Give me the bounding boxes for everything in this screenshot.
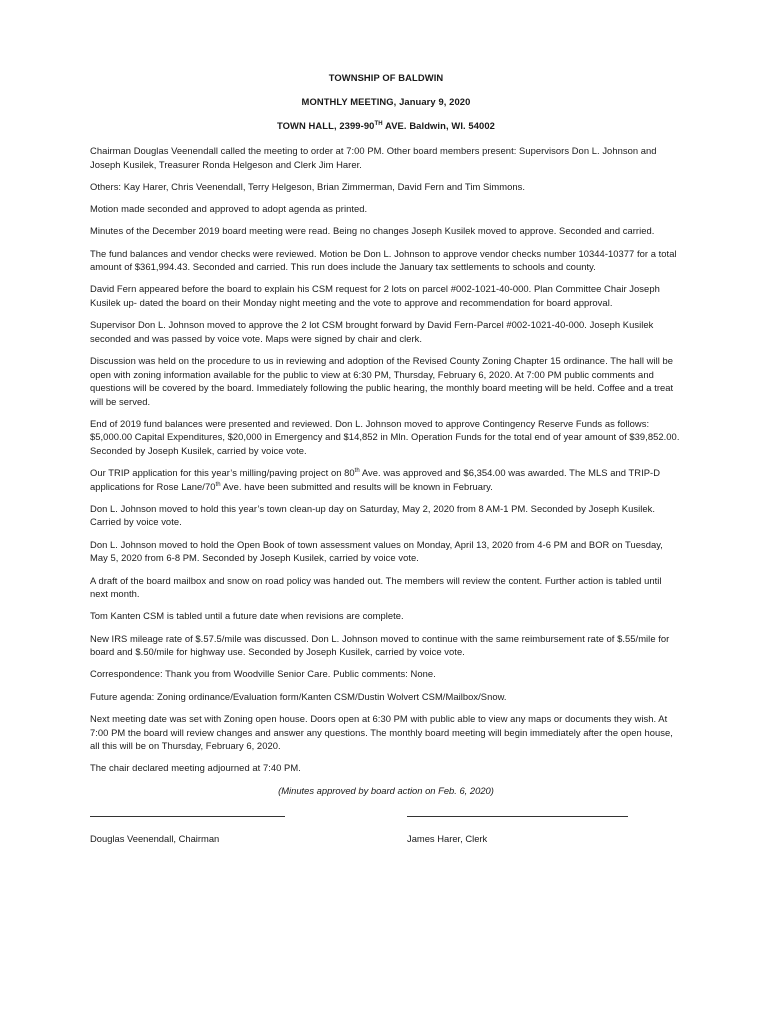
- paragraph-mileage-rate: New IRS mileage rate of $.57.5/mile was discussed. Don L. Johnson moved to continue with the same reimbursement rate of $.55/mile for board and $.50/mile for highway use. Seconded by Joseph Kusilek, carried by voice vote.: [90, 632, 670, 658]
- paragraph-zoning-discussion: Discussion was held on the procedure to us in reviewing and adoption of the Revised County Zoning Chapter 15 ordinance. The hall will be open with zoning information available for the public to view at 6:30 PM, Thursday, February 6, 2020. At 7:00 PM public comments and questions will be covered by the board. Immediately following the public hearing, the monthly board meeting will be held. Coffee and a treat will be served.: [90, 355, 674, 407]
- paragraph-mailbox-policy: A draft of the board mailbox and snow on road policy was handed out. The members will review the content. Further action is tabled until next month.: [90, 574, 662, 600]
- signature-block: [90, 807, 682, 847]
- paragraph-correspondence: Correspondence: Thank you from Woodville Senior Care. Public comments: None.: [90, 668, 436, 680]
- paragraph-call-to-order: Chairman Douglas Veenendall called the meeting to order at 7:00 PM. Other board members present: Supervisors Don L. Johnson and Joseph Kusilek, Treasurer Ronda Helgeson and Clerk Jim Harer.: [90, 145, 657, 170]
- paragraph-fund-balances: The fund balances and vendor checks were reviewed. Motion be Don L. Johnson to approve vendor checks number 10344-10377 for a total amount of $361,994.43. Seconded and carried. This run does include the January tax settlements to schools and county.: [90, 247, 677, 273]
- paragraph-adjourned: The chair declared meeting adjourned at 7:40 PM.: [90, 762, 301, 774]
- paragraph-csm-approval: Supervisor Don L. Johnson moved to approve the 2 lot CSM brought forward by David Fern-Parcel #002-1021-40-000. Joseph Kusilek seconded and was passed by voice vote. Maps were signed by chair and clerk.: [90, 319, 654, 344]
- approval-note: (Minutes approved by board action on Feb. 6, 2020): [278, 784, 494, 796]
- chairman-name: Douglas Veenendall, Chairman: [90, 832, 220, 844]
- paragraph-next-meeting: Next meeting date was set with Zoning open house. Doors open at 6:30 PM with public able to view any maps or documents they wish. At 7:00 PM the board will review changes and answer any questions. The monthly board meeting will begin immediately after the open house, all this will be on Thursday, February 6, 2020.: [90, 713, 673, 752]
- paragraph-open-book: Don L. Johnson moved to hold the Open Book of town assessment values on Monday, April 13, 2020 from 4-6 PM and BOR on Tuesday, May 5, 2020 from 6-8 PM. Seconded by Joseph Kusilek, carried by voice vote.: [90, 538, 663, 564]
- paragraph-csm-request: David Fern appeared before the board to explain his CSM request for 2 lots on parcel #002-1021-40-000. Plan Committee Chair Joseph Kusilek up- dated the board on their Monday night meeting and the vote to approve and recommendation for board approval.: [90, 283, 660, 308]
- paragraph-others-present: Others: Kay Harer, Chris Veenendall, Terry Helgeson, Brian Zimmerman, David Fern and Tim Simmons.: [90, 180, 526, 192]
- meeting-title: MONTHLY MEETING, January 9, 2020: [301, 96, 471, 107]
- paragraph-kanten-csm: Tom Kanten CSM is tabled until a future date when revisions are complete.: [90, 610, 404, 622]
- paragraph-clean-up-day: Don L. Johnson moved to hold this year’s town clean-up day on Saturday, May 2, 2020 from 8 AM-1 PM. Seconded by Joseph Kusilek. Carried by voice vote.: [90, 502, 655, 528]
- paragraph-agenda: Motion made seconded and approved to adopt agenda as printed.: [90, 203, 368, 215]
- paragraph-future-agenda: Future agenda: Zoning ordinance/Evaluation form/Kanten CSM/Dustin Wolvert CSM/Mailbox/Snow.: [90, 690, 507, 702]
- clerk-signature-line: [407, 807, 628, 817]
- meeting-location: TOWN HALL, 2399-90TH AVE. Baldwin, WI. 54002: [276, 120, 495, 131]
- meeting-minutes-document: [90, 72, 682, 847]
- paragraph-minutes: Minutes of the December 2019 board meeting were read. Being no changes Joseph Kusilek moved to approve. Seconded and carried.: [90, 225, 655, 237]
- clerk-name: James Harer, Clerk: [407, 832, 488, 844]
- paragraph-year-end-funds: End of 2019 fund balances were presented and reviewed. Don L. Johnson moved to approve Contingency Reserve Funds as follows: $5,000.00 Capital Expenditures, $20,000 in Emergency and $14,852 in Mln. Operation Funds for the total end of year amount of $39,852.00. Seconded by Joseph Kusilek, carried by voice vote.: [90, 417, 680, 456]
- township-title: TOWNSHIP OF BALDWIN: [328, 72, 444, 83]
- paragraph-trip-application: Our TRIP application for this year’s milling/paving project on 80th Ave. was approved and $6,354.00 was awarded. The MLS and TRIP-D applications for Rose Lane/70th Ave. have been submitted and results will be known in February.: [90, 467, 661, 492]
- chairman-signature-line: [90, 807, 285, 817]
